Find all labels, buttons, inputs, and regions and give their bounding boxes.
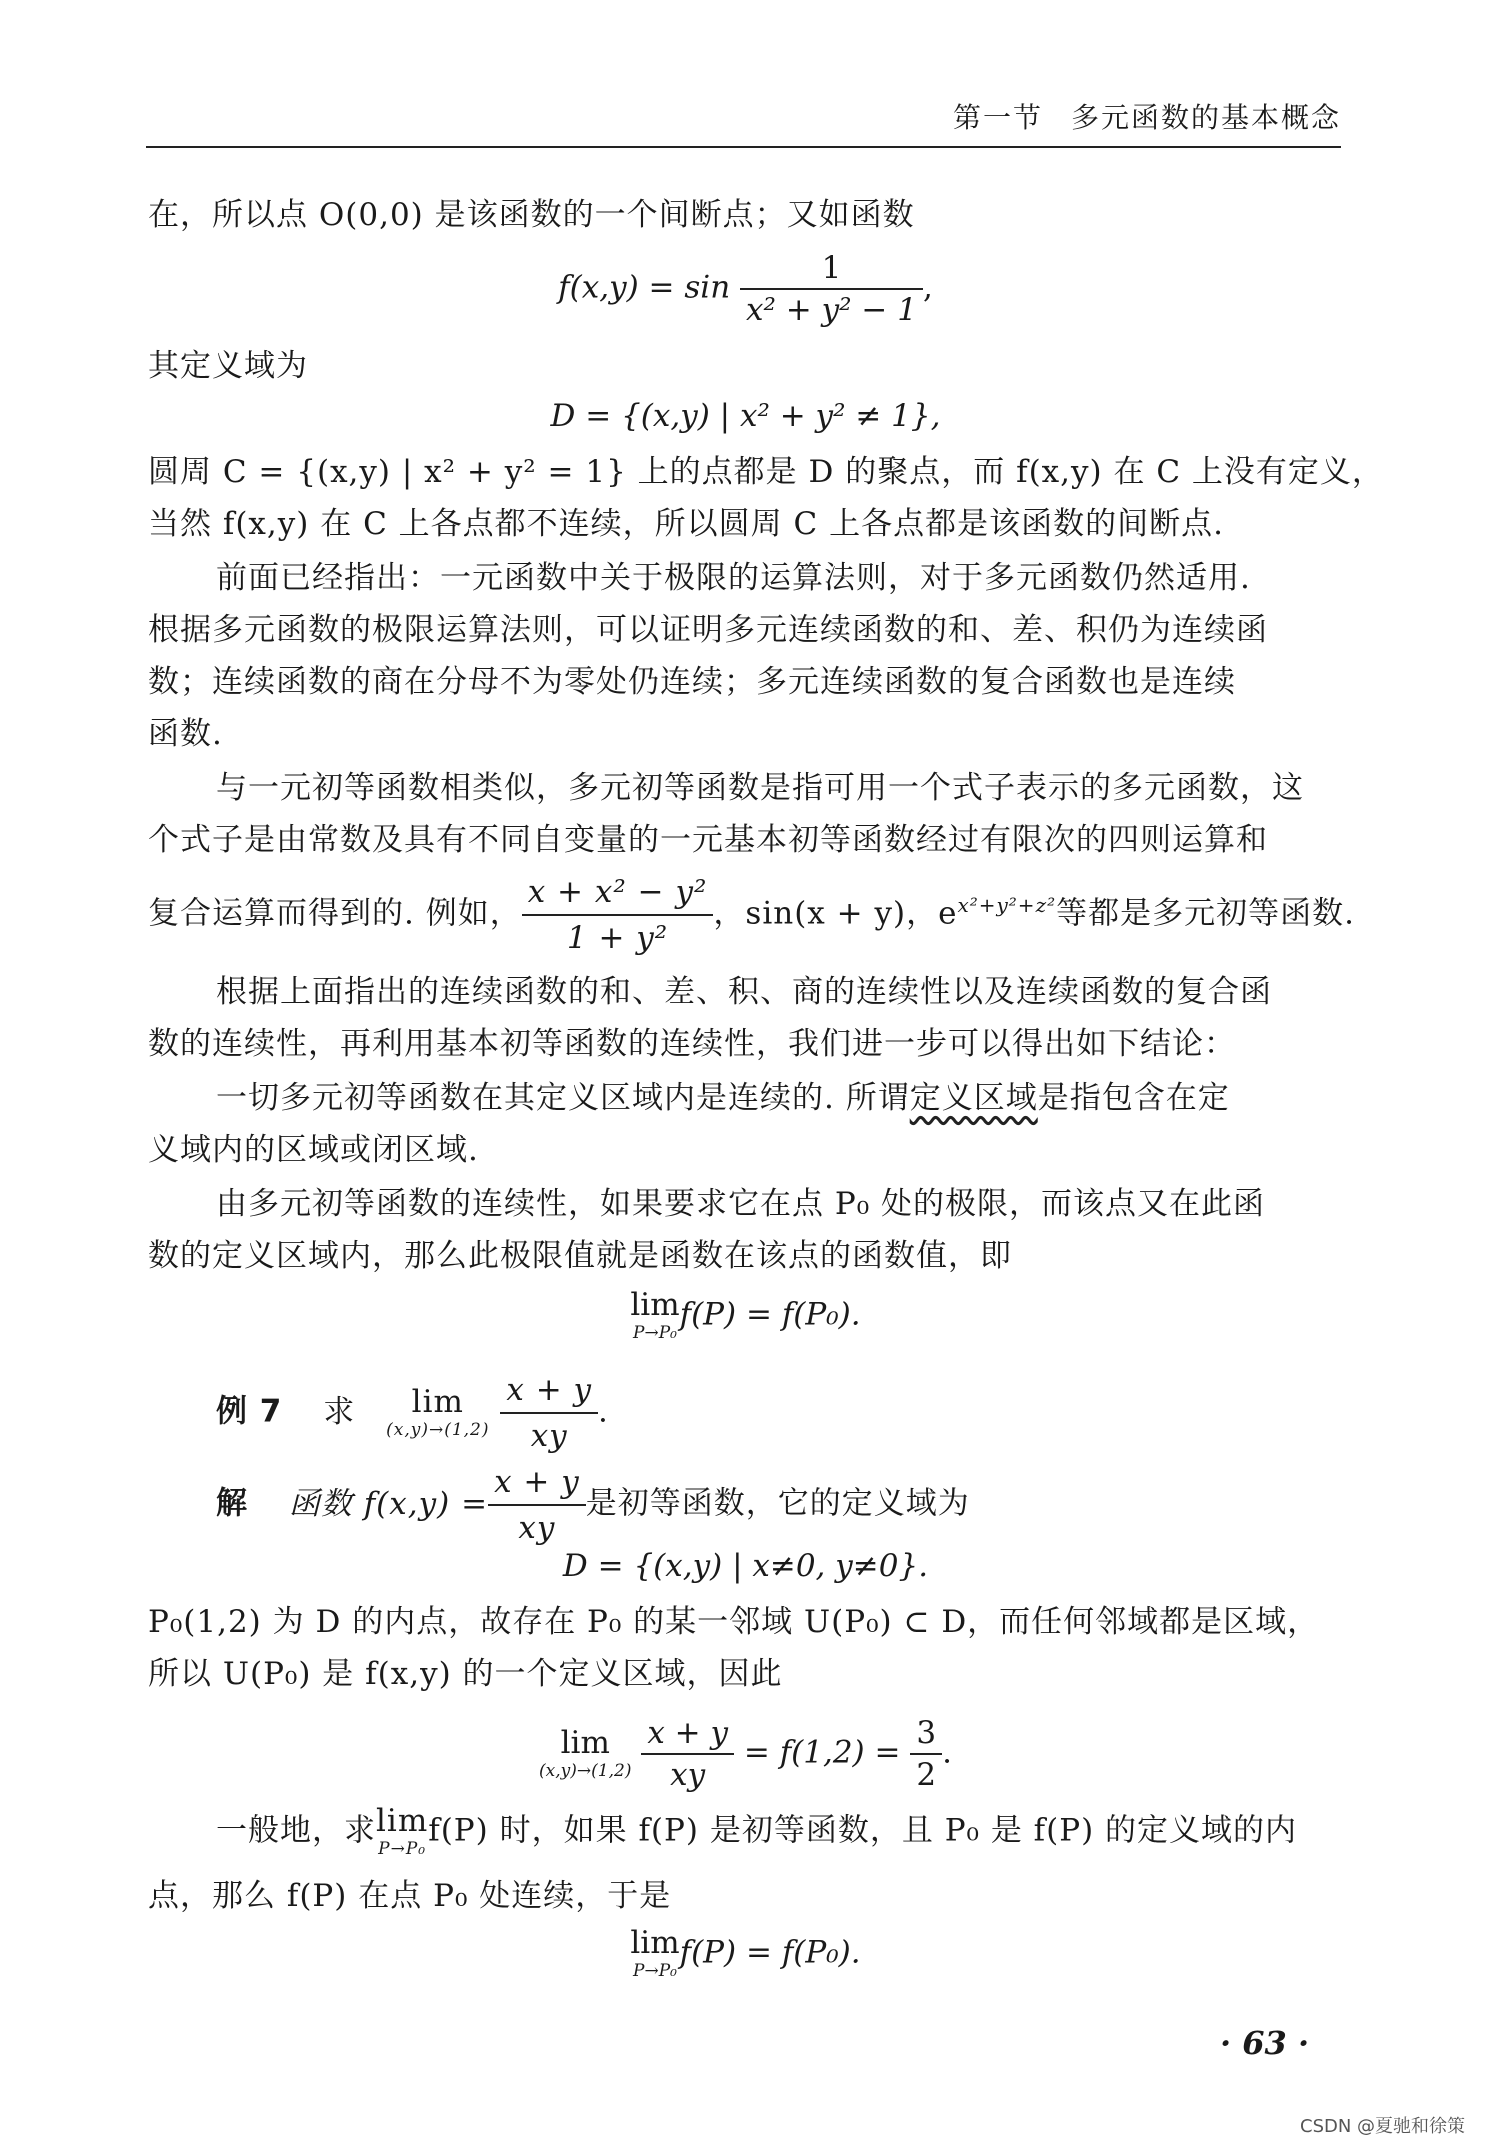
section-title: 多元函数的基本概念 — [1070, 101, 1341, 134]
example-7: 例 7 求 lim (x,y)→(1,2) $\frac{x + y}{xy}$ . — [216, 1372, 609, 1454]
text-line: 由多元初等函数的连续性，如果要求它在点 P₀ 处的极限，而该点又在此函 — [216, 1186, 1265, 1222]
solution: 解 函数 f(x,y) = $\frac{x + y}{xy}$ 是初等函数，它的定义域为 — [216, 1464, 970, 1546]
text-line: 个式子是由常数及具有不同自变量的一元基本初等函数经过有限次的四则运算和 — [148, 822, 1268, 858]
text-line: 在，所以点 O(0,0) 是该函数的一个间断点；又如函数 — [148, 197, 915, 233]
text-line: 其定义域为 — [148, 348, 308, 384]
text-line-with-examples: 复合运算而得到的. 例如， $\frac{\text{x + x² − y²}}{\text{1 + y²}}$ ，sin(x + y)，$e^{x^2+y^2+z^2}$等都是多元初等函数. — [148, 874, 1355, 956]
text-line: 数的连续性，再利用基本初等函数的连续性，我们进一步可以得出如下结论： — [148, 1026, 1236, 1062]
text-line: 义域内的区域或闭区域. — [148, 1132, 479, 1168]
text-line: 与一元初等函数相类似，多元初等函数是指可用一个式子表示的多元函数，这 — [216, 770, 1304, 806]
text-line: 根据多元函数的极限运算法则，可以证明多元连续函数的和、差、积仍为连续函 — [148, 612, 1268, 648]
header-rule — [146, 146, 1341, 148]
defined-term: 定义区域 — [909, 1080, 1038, 1116]
fraction: $\frac{1}{\text{x² + y² − 1}}$ — [740, 250, 923, 328]
definition-line: 一切多元初等函数在其定义区域内是连续的. 所谓定义区域是指包含在定 — [216, 1080, 1230, 1116]
text-line: 函数. — [148, 716, 223, 752]
formula-result: lim (x,y)→(1,2) $\frac{x + y}{xy}$ = f(1,2) = $\frac{3}{2}$ . — [539, 1715, 952, 1793]
formula-limit-2: lim P→P₀ f(P) = f(P₀). — [630, 1925, 861, 1981]
text-line: 根据上面指出的连续函数的和、差、积、商的连续性以及连续函数的复合函 — [216, 974, 1272, 1010]
running-header — [148, 96, 1341, 136]
text-line: 所以 U(P₀) 是 f(x,y) 的一个定义区域，因此 — [148, 1656, 783, 1692]
example-label: 例 7 — [216, 1393, 283, 1430]
formula-domain-2: D = {(x,y) | x≠0, y≠0}. — [562, 1548, 929, 1584]
section-number: 第一节 — [952, 101, 1043, 134]
formula-limit: lim P→P₀ f(P) = f(P₀). — [630, 1287, 861, 1343]
text-line-with-limit: 一般地，求 lim P→P₀ f(P) 时，如果 f(P) 是初等函数，且 P₀ 是 f(P) 的定义域的内 — [216, 1803, 1298, 1859]
watermark: CSDN @夏驰和徐策 — [1300, 2116, 1466, 2137]
text-line: 当然 f(x,y) 在 C 上各点都不连续，所以圆周 C 上各点都是该函数的间断点. — [148, 506, 1224, 542]
text-line: 圆周 C = {(x,y) | x² + y² = 1} 上的点都是 D 的聚点，而 f(x,y) 在 C 上没有定义， — [148, 454, 1384, 490]
text-line: 前面已经指出：一元函数中关于极限的运算法则，对于多元函数仍然适用. — [216, 560, 1251, 596]
text-line: P₀(1,2) 为 D 的内点，故存在 P₀ 的某一邻域 U(P₀) ⊂ D，而任何邻域都是区域， — [148, 1604, 1320, 1640]
text-line: 数；连续函数的商在分母不为零处仍连续；多元连续函数的复合函数也是连续 — [148, 664, 1236, 700]
page-number: · 63 · — [1220, 2024, 1310, 2062]
text-line: 点，那么 f(P) 在点 P₀ 处连续，于是 — [148, 1878, 672, 1914]
formula-sin: f(x,y) = sin $\frac{1}{\text{x² + y² − 1}}$ , — [558, 250, 933, 328]
solution-label: 解 — [216, 1485, 248, 1522]
fraction: $\frac{\text{x + x² − y²}}{\text{1 + y²}}$ — [522, 872, 714, 958]
text-line: 数的定义区域内，那么此极限值就是函数在该点的函数值，即 — [148, 1238, 1012, 1274]
formula-domain: D = {(x,y) | x² + y² ≠ 1}, — [550, 398, 941, 434]
